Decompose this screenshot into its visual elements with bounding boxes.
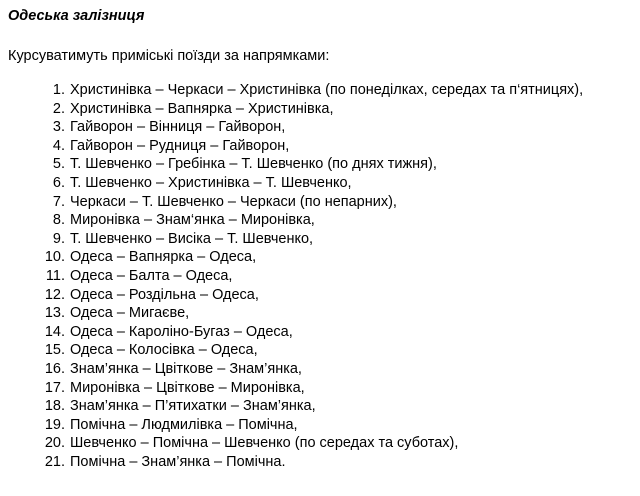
list-item-number: 5. [52, 156, 65, 173]
list-item [8, 341, 636, 360]
list-item-text: Помічна – Людмилівка – Помічна, [70, 416, 298, 433]
list-item [8, 81, 636, 100]
list-item-number: 17. [44, 379, 65, 396]
list-item-text: Гайворон – Вінниця – Гайворон, [70, 119, 286, 136]
intro-text: Курсуватимуть приміські поїзди за напрямками: [8, 48, 330, 64]
list-item [8, 155, 636, 174]
list-item [8, 397, 636, 416]
list-item-text: Т. Шевченко – Христинівка – Т. Шевченко, [70, 174, 352, 191]
list-item-number: 8. [52, 212, 65, 229]
list-item-number: 13. [44, 305, 65, 322]
list-item [8, 118, 636, 137]
list-item-number: 1. [52, 82, 65, 98]
list-item-number: 11. [45, 267, 65, 284]
list-item-text: Шевченко – Помічна – Шевченко (по середах та суботах), [70, 435, 459, 452]
list-item [8, 230, 636, 249]
list-item-number: 19. [44, 416, 65, 433]
list-item [8, 434, 636, 453]
list-item [8, 286, 636, 305]
list-item-text: Одеса – Роздільна – Одеса, [70, 286, 259, 303]
list-item-text: Одеса – Балта – Одеса, [70, 267, 233, 284]
list-item [8, 323, 636, 342]
list-item [8, 453, 636, 472]
list-item-number: 6. [52, 174, 65, 191]
list-item-text: Одеса – Колосівка – Одеса, [70, 342, 258, 359]
list-item [8, 304, 636, 323]
list-item-text: Христинівка – Черкаси – Христинівка (по понеділках, середах та п‘ятницях), [70, 82, 584, 98]
list-item-text: Христинівка – Вапнярка – Христинівка, [70, 100, 334, 117]
list-item-text: Т. Шевченко – Висіка – Т. Шевченко, [70, 230, 314, 247]
list-item-number: 2. [52, 100, 65, 117]
list-item [8, 267, 636, 286]
list-item-text: Миронівка – Знам‘янка – Миронівка, [70, 212, 315, 229]
list-item [8, 174, 636, 193]
list-item-text: Одеса – Вапнярка – Одеса, [70, 249, 257, 266]
page-title: Одеська залізниця [8, 8, 145, 24]
list-item-number: 7. [52, 193, 65, 210]
list-item-number: 20. [44, 435, 65, 452]
list-item [8, 416, 636, 435]
list-item-text: Помічна – Знам’янка – Помічна. [70, 453, 286, 470]
list-item-text: Одеса – Мигаєве, [70, 305, 190, 322]
list-item [8, 193, 636, 212]
list-item [8, 248, 636, 267]
route-list [8, 81, 636, 471]
list-item [8, 360, 636, 379]
list-item [8, 379, 636, 398]
list-item-text: Знам’янка – П’ятихатки – Знам’янка, [70, 398, 316, 415]
list-item-number: 10. [44, 249, 65, 266]
list-item-text: Одеса – Кароліно-Бугаз – Одеса, [70, 323, 293, 340]
list-item-text: Т. Шевченко – Гребінка – Т. Шевченко (по днях тижня), [70, 156, 437, 173]
document [8, 6, 636, 471]
list-item-text: Гайворон – Рудниця – Гайворон, [70, 137, 290, 154]
list-item [8, 100, 636, 119]
list-item-number: 4. [52, 137, 65, 154]
list-item-number: 18. [44, 398, 65, 415]
list-item-text: Миронівка – Цвіткове – Миронівка, [70, 379, 305, 396]
list-item-text: Знам’янка – Цвіткове – Знам’янка, [70, 360, 302, 377]
list-item [8, 211, 636, 230]
list-item-number: 9. [52, 230, 65, 247]
list-item-number: 15. [44, 342, 65, 359]
list-item-number: 16. [44, 360, 65, 377]
list-item-number: 3. [52, 119, 65, 136]
list-item-text: Черкаси – Т. Шевченко – Черкаси (по непарних), [70, 193, 397, 210]
list-item [8, 137, 636, 156]
list-item-number: 21. [44, 453, 65, 470]
list-item-number: 14. [44, 323, 65, 340]
list-item-number: 12. [44, 286, 65, 303]
